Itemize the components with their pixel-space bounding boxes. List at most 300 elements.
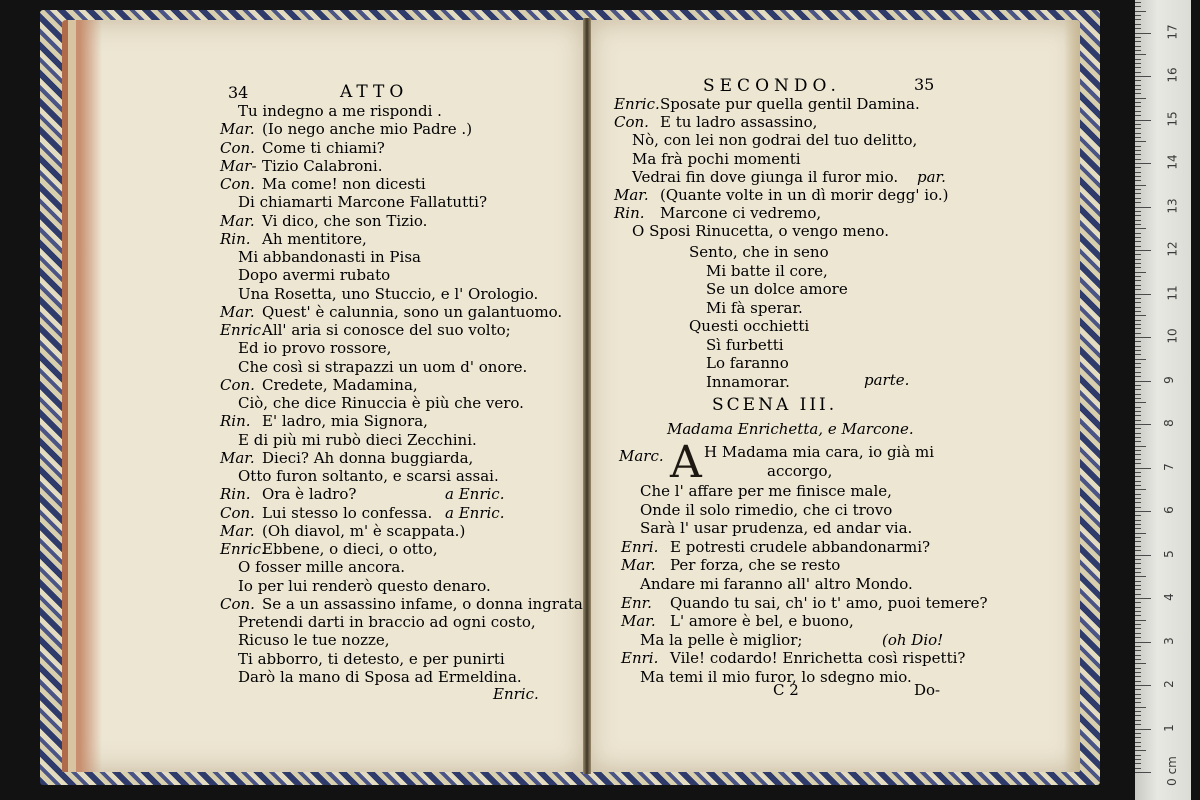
ruler-tick [1135, 333, 1141, 334]
ruler-tick [1135, 63, 1141, 64]
speaker-name: Enri. [621, 649, 659, 667]
ruler-tick [1135, 420, 1141, 421]
ruler-tick [1135, 572, 1141, 573]
ruler-tick [1135, 524, 1141, 525]
ruler-tick [1135, 41, 1141, 42]
ruler-label: 6 [1161, 506, 1176, 514]
ruler-tick [1135, 33, 1151, 34]
ruler-tick [1135, 189, 1141, 190]
ruler-label: 9 [1161, 376, 1176, 384]
ruler-tick [1135, 694, 1141, 695]
ruler-tick [1135, 424, 1151, 425]
ruler-tick [1135, 498, 1141, 499]
ruler-tick [1135, 98, 1146, 99]
ruler-tick [1135, 267, 1141, 268]
speaker-name: Con. [220, 504, 255, 522]
ruler-tick [1135, 50, 1141, 51]
dialogue-line: Ciò, che dice Rinuccia è più che vero. [238, 394, 524, 412]
speaker-name: Mar. [621, 556, 656, 574]
ruler-label: 4 [1161, 593, 1176, 601]
speaker-name: Rin. [614, 204, 645, 222]
ruler-tick [1135, 146, 1141, 147]
measuring-ruler [1135, 0, 1191, 800]
ruler-tick [1135, 746, 1141, 747]
ruler-tick [1135, 750, 1146, 751]
ruler-tick [1135, 106, 1141, 107]
ruler-tick [1135, 663, 1146, 664]
ruler-tick [1135, 172, 1141, 173]
speaker-name: Enric. [614, 95, 660, 113]
ruler-tick [1135, 411, 1141, 412]
dialogue-line: Otto furon soltanto, e scarsi assai. [238, 467, 499, 485]
ruler-tick [1135, 381, 1151, 382]
ruler-tick [1135, 489, 1146, 490]
ruler-tick [1135, 337, 1151, 338]
ruler-tick [1135, 763, 1141, 764]
ruler-tick [1135, 350, 1141, 351]
ruler-tick [1135, 276, 1141, 277]
ruler-tick [1135, 28, 1141, 29]
stage-direction: (oh Dio! [882, 631, 944, 649]
ruler-tick [1135, 533, 1146, 534]
dialogue-line: Ed io provo rossore, [238, 339, 392, 357]
dialogue-line: Se a un assassino infame, o donna ingrata [262, 595, 583, 613]
ruler-tick [1135, 585, 1141, 586]
dialogue-line: Tu indegno a me rispondi . [238, 102, 442, 120]
ruler-tick [1135, 120, 1151, 121]
dialogue-line: Vedrai fin dove giunga il furor mio. [632, 168, 899, 186]
ruler-tick [1135, 772, 1151, 773]
ruler-tick [1135, 594, 1141, 595]
scene-characters: Madama Enrichetta, e Marcone. [667, 420, 914, 438]
ruler-tick [1135, 481, 1141, 482]
ruler-tick [1135, 285, 1141, 286]
ruler-tick [1135, 555, 1151, 556]
stage-direction: a Enric. [445, 504, 505, 522]
ruler-label: 14 [1165, 154, 1180, 170]
aria-line: Questi occhietti [689, 317, 810, 335]
speaker-name: Mar. [220, 449, 255, 467]
speaker-name: Rin. [220, 412, 251, 430]
right-page-header: SECONDO. [703, 76, 841, 96]
speaker-name: Rin. [220, 485, 251, 503]
ruler-tick [1135, 398, 1141, 399]
dialogue-line: Vi dico, che son Tizio. [262, 212, 428, 230]
ruler-tick [1135, 89, 1141, 90]
dialogue-line: Sposate pur quella gentil Damina. [660, 95, 920, 113]
ruler-tick [1135, 46, 1141, 47]
ruler-tick [1135, 437, 1141, 438]
left-page-header: ATTO [340, 82, 409, 102]
ruler-tick [1135, 720, 1141, 721]
ruler-tick [1135, 241, 1141, 242]
ruler-tick [1135, 111, 1141, 112]
ruler-tick [1135, 755, 1141, 756]
ruler-tick [1135, 559, 1141, 560]
ruler-tick [1135, 537, 1141, 538]
dialogue-line: Tizio Calabroni. [262, 157, 383, 175]
ruler-tick [1135, 676, 1141, 677]
dialogue-line: Dieci? Ah donna buggiarda, [262, 449, 474, 467]
dialogue-line: (Quante volte in un dì morir degg' io.) [660, 186, 949, 204]
dialogue-line: Che l' affare per me finisce male, [640, 482, 892, 500]
dialogue-line: Ah mentitore, [262, 230, 367, 248]
ruler-tick [1135, 611, 1141, 612]
speaker-name: Enric. [220, 321, 266, 339]
stage-direction: a Enric. [445, 485, 505, 503]
ruler-tick [1135, 294, 1151, 295]
stage-direction: par. [917, 168, 946, 186]
aria-line: Sento, che in seno [689, 243, 829, 261]
ruler-label: 2 [1161, 680, 1176, 688]
ruler-tick [1135, 589, 1141, 590]
ruler-tick [1135, 402, 1146, 403]
ruler-tick [1135, 54, 1146, 55]
dialogue-line: Quando tu sai, ch' io t' amo, puoi temere? [670, 594, 988, 612]
book-gutter [583, 18, 591, 774]
aria-line: Mi batte il core, [706, 262, 828, 280]
ruler-tick [1135, 415, 1141, 416]
ruler-tick [1135, 742, 1141, 743]
dialogue-line: Darò la mano di Sposa ad Ermeldina. [238, 668, 522, 686]
ruler-tick [1135, 93, 1141, 94]
ruler-tick [1135, 472, 1141, 473]
dialogue-line: Vile! codardo! Enrichetta così rispetti? [670, 649, 966, 667]
ruler-tick [1135, 272, 1146, 273]
ruler-tick [1135, 185, 1146, 186]
ruler-tick [1135, 363, 1141, 364]
ruler-tick [1135, 568, 1141, 569]
ruler-tick [1135, 642, 1151, 643]
speaker-name: Mar. [220, 303, 255, 321]
dialogue-line: Lui stesso lo confessa. [262, 504, 433, 522]
ruler-tick [1135, 615, 1141, 616]
aria-stage-direction: parte. [864, 371, 910, 389]
ruler-tick [1135, 141, 1146, 142]
dialogue-line: E potresti crudele abbandonarmi? [670, 538, 931, 556]
ruler-tick [1135, 711, 1141, 712]
dialogue-line: Mi abbandonasti in Pisa [238, 248, 421, 266]
ruler-tick [1135, 133, 1141, 134]
ruler-tick [1135, 163, 1151, 164]
ruler-tick [1135, 494, 1141, 495]
ruler-tick [1135, 724, 1141, 725]
aria-line: Mi fà sperar. [706, 299, 803, 317]
ruler-tick [1135, 198, 1141, 199]
dialogue-line: Dopo avermi rubato [238, 266, 391, 284]
speaker-name: Mar. [614, 186, 649, 204]
dialogue-line: Ti abborro, ti detesto, e per punirti [238, 650, 505, 668]
dialogue-line: E tu ladro assassino, [660, 113, 818, 131]
scene-first-line-cont: accorgo, [767, 462, 833, 480]
speaker-name: Mar- [220, 157, 257, 175]
ruler-tick [1135, 259, 1141, 260]
dialogue-line: Io per lui renderò questo denaro. [238, 577, 491, 595]
ruler-tick [1135, 546, 1141, 547]
speaker-name: Enr. [621, 594, 652, 612]
speaker-name: Mar. [220, 522, 255, 540]
ruler-tick [1135, 159, 1141, 160]
aria-line: Se un dolce amore [706, 280, 848, 298]
ruler-tick [1135, 59, 1141, 60]
dialogue-line: Marcone ci vedremo, [660, 204, 822, 222]
ruler-tick [1135, 446, 1146, 447]
speaker-name: Con. [220, 175, 255, 193]
ruler-tick [1135, 602, 1141, 603]
ruler-tick [1135, 768, 1141, 769]
ruler-tick [1135, 715, 1141, 716]
left-catchword: Enric. [493, 685, 539, 703]
ruler-tick [1135, 15, 1141, 16]
dialogue-line: Credete, Madamina, [262, 376, 418, 394]
ruler-tick [1135, 620, 1146, 621]
dialogue-line: Per forza, che se resto [670, 556, 841, 574]
ruler-tick [1135, 454, 1141, 455]
ruler-tick [1135, 180, 1141, 181]
speaker-name: Con. [614, 113, 649, 131]
scene-first-speaker: Marc. [619, 447, 664, 465]
ruler-tick [1135, 289, 1141, 290]
ruler-tick [1135, 19, 1141, 20]
dialogue-line: Pretendi darti in braccio ad ogni costo, [238, 613, 536, 631]
ruler-tick [1135, 707, 1146, 708]
dialogue-line: Di chiamarti Marcone Fallatutti? [238, 193, 487, 211]
ruler-tick [1135, 389, 1141, 390]
dialogue-line: Ora è ladro? [262, 485, 357, 503]
ruler-tick [1135, 154, 1141, 155]
ruler-tick [1135, 576, 1146, 577]
dialogue-line: All' aria si conosce del suo volto; [262, 321, 511, 339]
ruler-tick [1135, 85, 1141, 86]
speaker-name: Rin. [220, 230, 251, 248]
ruler-tick [1135, 394, 1141, 395]
ruler-label: 10 [1165, 328, 1180, 344]
ruler-tick [1135, 607, 1141, 608]
ruler-label: 3 [1161, 637, 1176, 645]
ruler-label: 11 [1165, 285, 1180, 301]
ruler-label: 17 [1165, 24, 1180, 40]
scene-title: SCENA III. [712, 395, 838, 415]
ruler-tick [1135, 167, 1141, 168]
dialogue-line: Andare mi faranno all' altro Mondo. [640, 575, 913, 593]
dialogue-line: O fosser mille ancora. [238, 558, 406, 576]
dialogue-line: Sarà l' usar prudenza, ed andar via. [640, 519, 913, 537]
ruler-tick [1135, 328, 1141, 329]
dialogue-line: Quest' è calunnia, sono un galantuomo. [262, 303, 563, 321]
ruler-tick [1135, 476, 1141, 477]
dialogue-line: (Oh diavol, m' è scappata.) [262, 522, 466, 540]
ruler-tick [1135, 659, 1141, 660]
ruler-tick [1135, 367, 1141, 368]
ruler-tick [1135, 176, 1141, 177]
ruler-tick [1135, 433, 1141, 434]
ruler-tick [1135, 280, 1141, 281]
speaker-name: Con. [220, 376, 255, 394]
speaker-name: Enric. [220, 540, 266, 558]
ruler-tick [1135, 733, 1141, 734]
ruler-tick [1135, 646, 1141, 647]
ruler-tick [1135, 6, 1141, 7]
aria-line: Innamorar. [706, 373, 790, 391]
ruler-tick [1135, 729, 1151, 730]
dialogue-line: Onde il solo rimedio, che ci trovo [640, 501, 893, 519]
ruler-tick [1135, 215, 1141, 216]
ruler-tick [1135, 128, 1141, 129]
ruler-label: 5 [1161, 550, 1176, 558]
ruler-tick [1135, 359, 1146, 360]
ruler-tick [1135, 737, 1141, 738]
ruler-tick [1135, 507, 1141, 508]
dialogue-line: Come ti chiami? [262, 139, 385, 157]
dialogue-line: E' ladro, mia Signora, [262, 412, 428, 430]
ruler-tick [1135, 320, 1141, 321]
ruler-tick [1135, 407, 1141, 408]
ruler-tick [1135, 354, 1141, 355]
dialogue-line: Ma temi il mio furor, lo sdegno mio. [640, 668, 912, 686]
ruler-tick [1135, 298, 1141, 299]
ruler-tick [1135, 24, 1141, 25]
ruler-tick [1135, 115, 1141, 116]
ruler-tick [1135, 372, 1141, 373]
ruler-tick [1135, 541, 1141, 542]
ruler-label: 1 [1161, 724, 1176, 732]
ruler-tick [1135, 220, 1141, 221]
ruler-tick [1135, 672, 1141, 673]
ruler-label: 0 cm [1164, 756, 1179, 786]
ruler-tick [1135, 628, 1141, 629]
ruler-tick [1135, 550, 1141, 551]
ruler-tick [1135, 681, 1141, 682]
aria-line: Lo faranno [706, 354, 789, 372]
ruler-tick [1135, 37, 1141, 38]
speaker-name: Con. [220, 139, 255, 157]
ruler-tick [1135, 759, 1141, 760]
ruler-tick [1135, 668, 1141, 669]
dialogue-line: (Io nego anche mio Padre .) [262, 120, 473, 138]
ruler-tick [1135, 655, 1141, 656]
ruler-label: 13 [1165, 198, 1180, 214]
ruler-label: 15 [1165, 111, 1180, 127]
ruler-tick [1135, 376, 1141, 377]
drop-cap: A [670, 437, 702, 488]
ruler-tick [1135, 441, 1141, 442]
ruler-tick [1135, 637, 1141, 638]
speaker-name: Enri. [621, 538, 659, 556]
dialogue-line: Ma la pelle è miglior; [640, 631, 803, 649]
dialogue-line: Ma frà pochi momenti [632, 150, 801, 168]
ruler-tick [1135, 598, 1151, 599]
ruler-tick [1135, 228, 1146, 229]
ruler-tick [1135, 702, 1141, 703]
ruler-tick [1135, 2, 1141, 3]
dialogue-line: L' amore è bel, e buono, [670, 612, 854, 630]
ruler-tick [1135, 102, 1141, 103]
aria-line: Sì furbetti [706, 336, 784, 354]
ruler-tick [1135, 302, 1141, 303]
ruler-tick [1135, 520, 1141, 521]
dialogue-line: Che così si strapazzi un uom d' onore. [238, 358, 528, 376]
ruler-tick [1135, 124, 1141, 125]
left-page-number: 34 [228, 83, 249, 102]
ruler-tick [1135, 624, 1141, 625]
speaker-name: Mar. [220, 120, 255, 138]
ruler-tick [1135, 502, 1141, 503]
right-catchword: Do- [914, 681, 941, 699]
ruler-tick [1135, 450, 1141, 451]
ruler-tick [1135, 341, 1141, 342]
signature-mark: C 2 [773, 681, 799, 699]
dialogue-line: O Sposi Rinucetta, o vengo meno. [632, 222, 889, 240]
ruler-tick [1135, 311, 1141, 312]
ruler-tick [1135, 150, 1141, 151]
ruler-tick [1135, 633, 1141, 634]
ruler-tick [1135, 459, 1141, 460]
dialogue-line: E di più mi rubò dieci Zecchini. [238, 431, 477, 449]
ruler-tick [1135, 515, 1141, 516]
speaker-name: Mar. [621, 612, 656, 630]
ruler-tick [1135, 563, 1141, 564]
ruler-tick [1135, 346, 1141, 347]
ruler-label: 12 [1165, 241, 1180, 257]
ruler-tick [1135, 528, 1141, 529]
dialogue-line: Ma come! non dicesti [262, 175, 426, 193]
ruler-tick [1135, 80, 1141, 81]
dialogue-line: Ricuso le tue nozze, [238, 631, 390, 649]
speaker-name: Mar. [220, 212, 255, 230]
ruler-tick [1135, 511, 1151, 512]
ruler-tick [1135, 468, 1151, 469]
ruler-tick [1135, 207, 1151, 208]
ruler-tick [1135, 237, 1141, 238]
ruler-tick [1135, 224, 1141, 225]
scene-first-line: H Madama mia cara, io già mi [704, 443, 935, 461]
dialogue-line: Nò, con lei non godrai del tuo delitto, [632, 131, 918, 149]
ruler-tick [1135, 202, 1141, 203]
speaker-name: Con. [220, 595, 255, 613]
ruler-tick [1135, 137, 1141, 138]
ruler-tick [1135, 685, 1151, 686]
ruler-tick [1135, 485, 1141, 486]
ruler-label: 16 [1165, 67, 1180, 83]
ruler-tick [1135, 581, 1141, 582]
ruler-tick [1135, 324, 1141, 325]
ruler-tick [1135, 67, 1141, 68]
ruler-tick [1135, 211, 1141, 212]
ruler-tick [1135, 193, 1141, 194]
ruler-tick [1135, 11, 1146, 12]
ruler-tick [1135, 72, 1141, 73]
dialogue-line: Una Rosetta, uno Stuccio, e l' Orologio. [238, 285, 539, 303]
ruler-tick [1135, 250, 1151, 251]
ruler-tick [1135, 689, 1141, 690]
ruler-label: 8 [1161, 419, 1176, 427]
ruler-tick [1135, 254, 1141, 255]
ruler-tick [1135, 76, 1151, 77]
ruler-tick [1135, 698, 1141, 699]
ruler-tick [1135, 233, 1141, 234]
dialogue-line: Ebbene, o dieci, o otto, [262, 540, 438, 558]
ruler-tick [1135, 428, 1141, 429]
ruler-tick [1135, 650, 1141, 651]
ruler-tick [1135, 463, 1141, 464]
ruler-label: 7 [1161, 463, 1176, 471]
ruler-tick [1135, 246, 1141, 247]
right-page-number: 35 [914, 75, 935, 94]
ruler-tick [1135, 315, 1146, 316]
ruler-tick [1135, 307, 1141, 308]
ruler-tick [1135, 385, 1141, 386]
ruler-tick [1135, 263, 1141, 264]
